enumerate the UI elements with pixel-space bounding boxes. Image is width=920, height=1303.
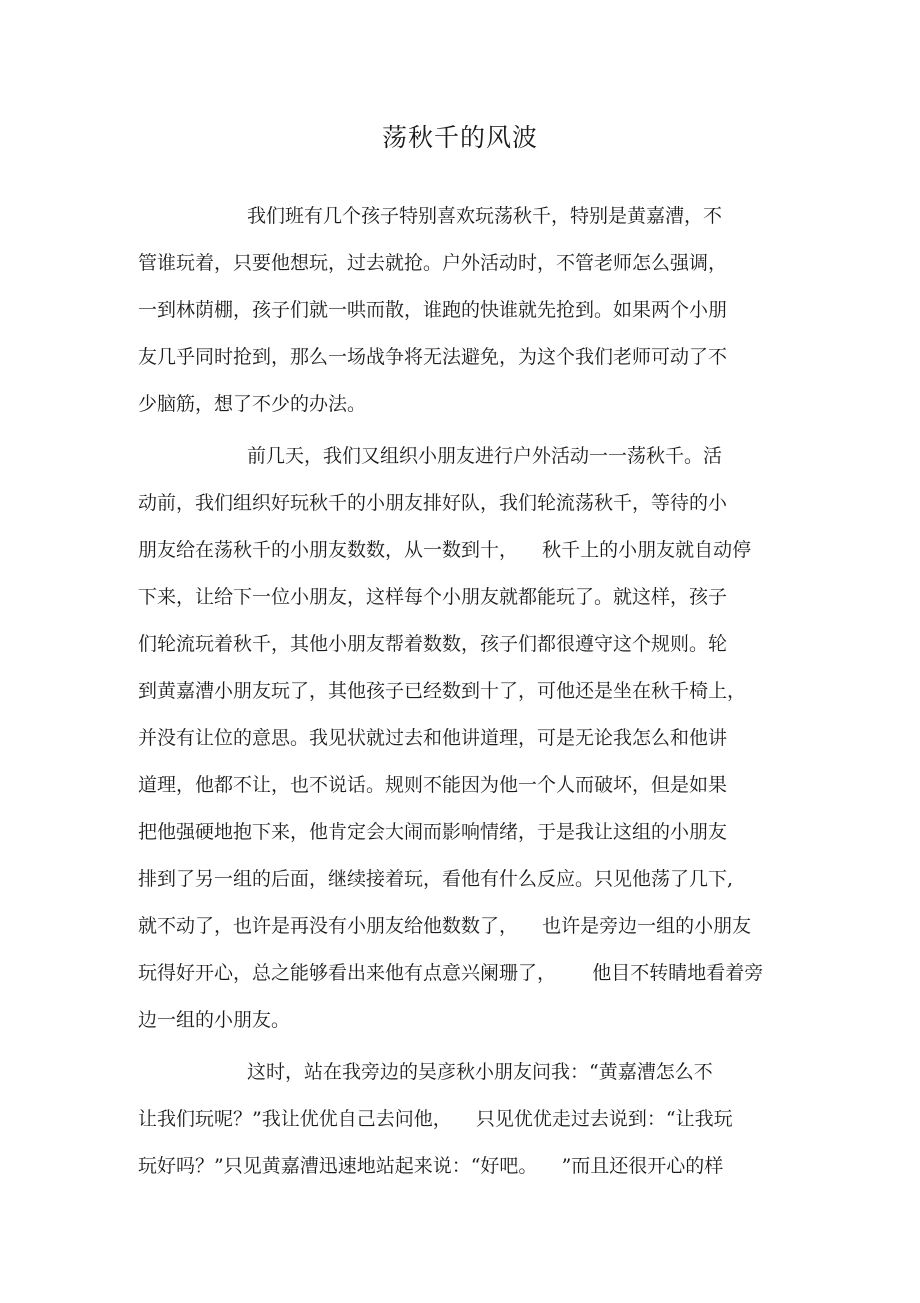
text-line: 边一组的小朋友。 (138, 1009, 291, 1031)
text-line: 少脑筋，想了不少的办法。 (138, 393, 367, 415)
text-line: 前几天，我们又组织小朋友进行户外活动一一荡秋千。活 (247, 445, 723, 467)
text-line: 把他强硬地抱下来，他肯定会大闹而影响情绪，于是我让这组的小朋友 (138, 821, 728, 843)
text-line: 并没有让位的意思。我见状就过去和他讲道理，可是无论我怎么和他讲 (138, 727, 728, 749)
text-line: 就不动了，也许是再没有小朋友给他数数了， 也许是旁边一组的小朋友 (138, 915, 752, 937)
text-line: 管谁玩着，只要他想玩，过去就抢。户外活动时，不管老师怎么强调， (138, 252, 728, 274)
text-line: 玩好吗？”只见黄嘉漕迅速地站起来说：“好吧。 ”而且还很开心的样 (138, 1155, 724, 1177)
text-line: 友几乎同时抢到，那么一场战争将无法避免，为这个我们老师可动了不 (138, 346, 728, 368)
text-line: 这时，站在我旁边的吴彦秋小朋友问我：“黄嘉漕怎么不 (247, 1061, 713, 1083)
document-title: 荡秋千的风波 (381, 123, 538, 152)
text-line: 一到林荫棚，孩子们就一哄而散，谁跑的快谁就先抢到。如果两个小朋 (138, 299, 728, 321)
text-line: 我们班有几个孩子特别喜欢玩荡秋千，特别是黄嘉漕，不 (247, 205, 723, 227)
text-line: 到黄嘉漕小朋友玩了，其他孩子已经数到十了，可他还是坐在秋千椅上， (138, 680, 747, 702)
text-line: 道理，他都不让，也不说话。规则不能因为他一个人而破坏，但是如果 (138, 774, 728, 796)
text-line: 朋友给在荡秋千的小朋友数数，从一数到十， 秋千上的小朋友就自动停 (138, 539, 752, 561)
text-line: 下来，让给下一位小朋友，这样每个小朋友就都能玩了。就这样，孩子 (138, 586, 728, 608)
text-line: 们轮流玩着秋千，其他小朋友帮着数数，孩子们都很遵守这个规则。轮 (138, 633, 728, 655)
text-line: 排到了另一组的后面，继续接着玩，看他有什么反应。只见他荡了几下, (138, 868, 734, 890)
text-line: 动前，我们组织好玩秋千的小朋友排好队，我们轮流荡秋千，等待的小 (138, 492, 728, 514)
text-line: 让我们玩呢？”我让优优自己去问他， 只见优优走过去说到：“让我玩 (138, 1108, 733, 1130)
text-line: 玩得好开心，总之能够看出来他有点意兴阑珊了， 他目不转睛地看着旁 (138, 962, 764, 984)
